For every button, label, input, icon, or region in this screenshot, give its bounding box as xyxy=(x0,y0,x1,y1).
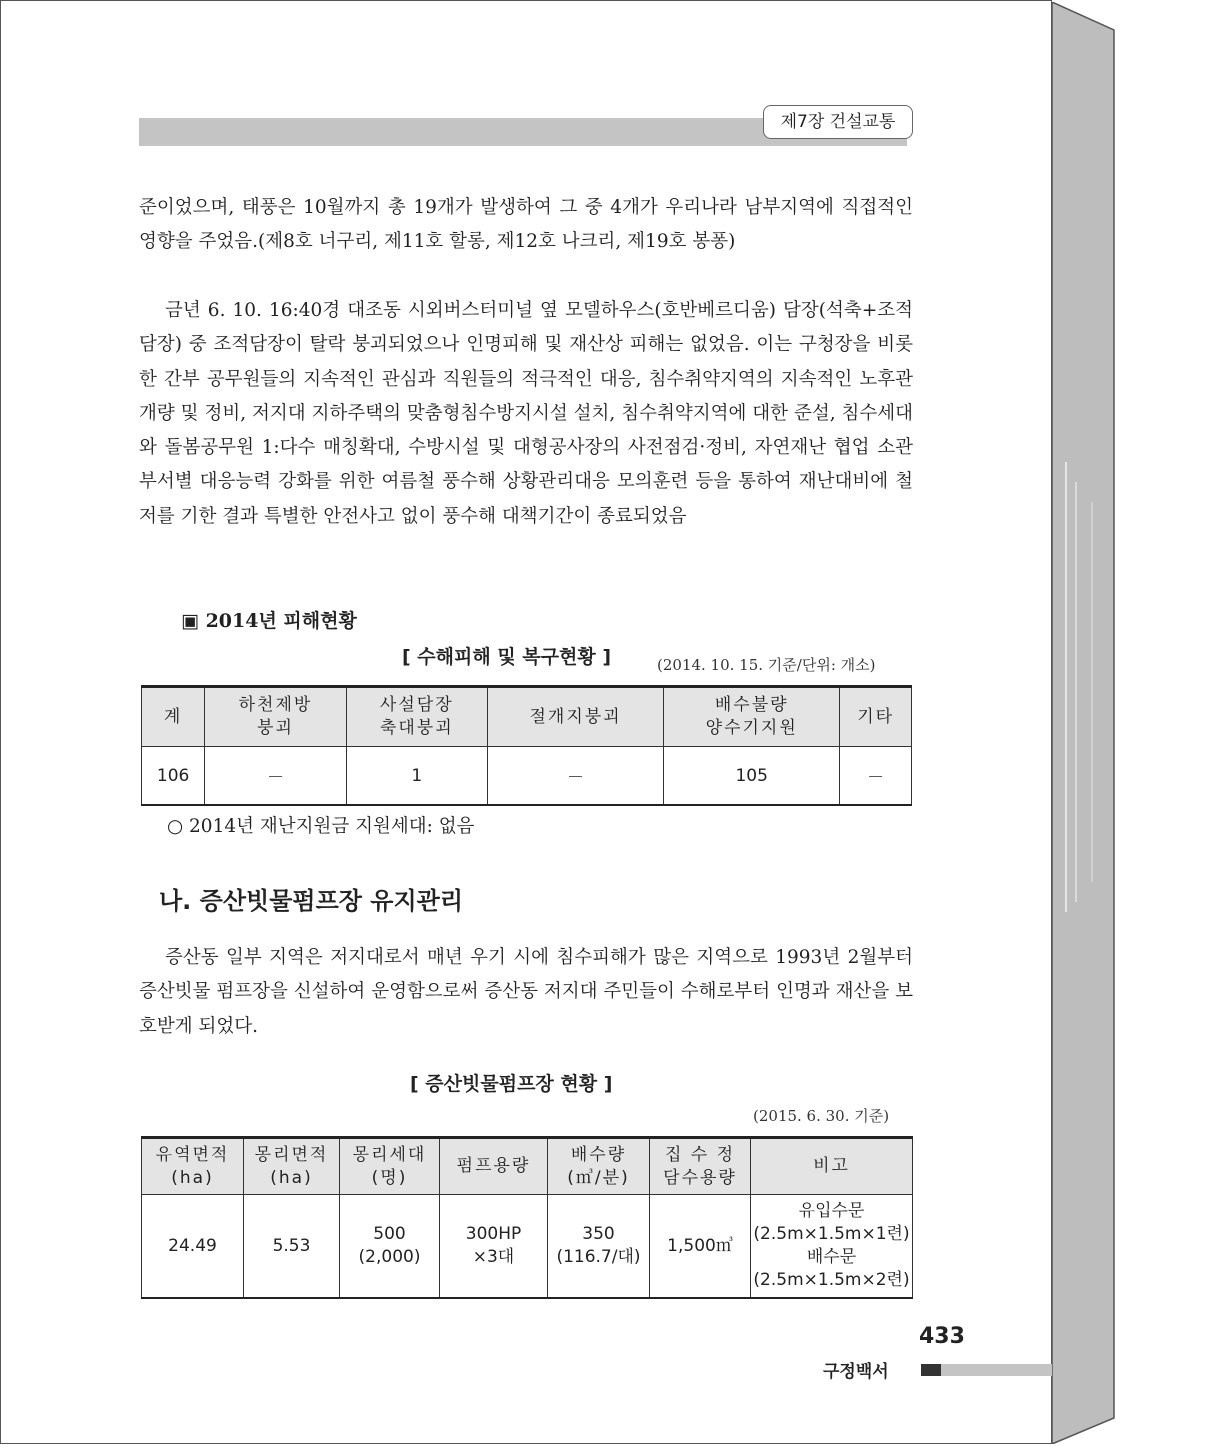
table2-note: (2015. 6. 30. 기준) xyxy=(753,1107,890,1125)
table-cell: 300HP ×3대 xyxy=(440,1195,548,1299)
table-cell: － xyxy=(205,747,346,806)
book-title: 구정백서 xyxy=(823,1362,889,1382)
paragraph-damage-summary: 금년 6. 10. 16:40경 대조동 시외버스터미널 옆 모델하우스(호반베르디움) 담장(석축+조적담장) 중 조적담장이 탈락 붕괴되었으나 인명피해 및 재산상 피해는 없었음. 이는 구청장을 비롯한 간부 공무원들의 지속적인 관심과 직원들의 적극적인 대응, 침수취약지역의 지속적인 노후관 개량 및 정비, 저지대 지하주택의 맞춤형침수방지시설 설치, 침수취약지역에 대한 준설, 침수세대와 돌봄공무원 1:다수 매칭확대, 수방시설 및 대형공사장의 사전점검·정비, 자연재난 협업 소관 부서별 대응능력 강화를 위한 여름철 풍수해 상황관리대응 모의훈련 등을 통하여 재난대비에 철저를 기한 결과 특별한 안전사고 없이 풍수해 대책기간이 종료되었음 xyxy=(139,300,913,527)
header-cell: 절개지붕괴 xyxy=(487,687,663,747)
header-cell: 배수불량 양수기지원 xyxy=(664,687,840,747)
table1-title: [ 수해피해 및 복구현황 ] xyxy=(402,646,612,668)
footer-bar xyxy=(941,1364,1053,1376)
header-cell: 몽리면적 (ha) xyxy=(244,1138,340,1195)
section-title: 2014년 피해현황 xyxy=(205,610,357,632)
header-cell: 사설담장 축대붕괴 xyxy=(346,687,487,747)
chapter-tab: 제7장 건설교통 xyxy=(763,105,913,139)
square-bullet-icon: ▣ xyxy=(181,610,199,632)
table-row xyxy=(142,1195,913,1299)
header-cell: 몽리세대 (명) xyxy=(340,1138,440,1195)
header-cell: 계 xyxy=(142,687,205,747)
flood-damage-table xyxy=(141,685,912,806)
table-cell: 106 xyxy=(142,747,205,806)
table-cell: － xyxy=(840,747,912,806)
table-cell: 350 (116.7/대) xyxy=(548,1195,650,1299)
table-cell: 1 xyxy=(346,747,487,806)
table-cell: － xyxy=(487,747,663,806)
header-cell: 하천제방 붕괴 xyxy=(205,687,346,747)
header-cell: 비고 xyxy=(751,1138,913,1195)
paragraph-pump-station: 증산동 일부 지역은 저지대로서 매년 우기 시에 침수피해가 많은 지역으로 1993년 2월부터 증산빗물 펌프장을 신설하여 운영함으로써 증산동 저지대 주민들이 수해로부터 인명과 재산을 보호받게 되었다. xyxy=(139,947,913,1037)
section-2014-damage xyxy=(181,606,357,633)
header-cell: 집 수 정 담수용량 xyxy=(650,1138,751,1195)
header-cell: 기타 xyxy=(840,687,912,747)
header-cell: 배수량 (㎥/분) xyxy=(548,1138,650,1195)
header-cell: 펌프용량 xyxy=(440,1138,548,1195)
table-cell: 500 (2,000) xyxy=(340,1195,440,1299)
table2-title: [ 증산빗물펌프장 현황 ] xyxy=(410,1073,613,1095)
table-header-row xyxy=(142,687,912,747)
table1-note: (2014. 10. 15. 기준/단위: 개소) xyxy=(657,656,876,674)
header-cell: 유역면적 (ha) xyxy=(142,1138,244,1195)
paragraph-typhoon: 준이었으며, 태풍은 10월까지 총 19개가 발생하여 그 중 4개가 우리나라 남부지역에 직접적인 영향을 주었음.(제8호 너구리, 제11호 할롱, 제12호 나크리, 제19호 봉퐁) xyxy=(139,197,913,253)
table-row xyxy=(142,747,912,806)
page-number: 433 xyxy=(919,1324,965,1349)
table-cell: 1,500㎥ xyxy=(650,1195,751,1299)
pump-station-table xyxy=(141,1136,913,1299)
table-cell: 유입수문 (2.5m×1.5m×1련) 배수문 (2.5m×1.5m×2련) xyxy=(751,1195,913,1299)
table-cell: 105 xyxy=(664,747,840,806)
section-heading-pump-station: 나. 증산빗물펌프장 유지관리 xyxy=(159,887,464,915)
disaster-aid-note: ○ 2014년 재난지원금 지원세대: 없음 xyxy=(167,816,475,837)
footer-bar-marker xyxy=(921,1364,941,1376)
table-cell: 5.53 xyxy=(244,1195,340,1299)
book-page-edges xyxy=(1052,2,1118,1444)
table-cell: 24.49 xyxy=(142,1195,244,1299)
table-header-row xyxy=(142,1138,913,1195)
